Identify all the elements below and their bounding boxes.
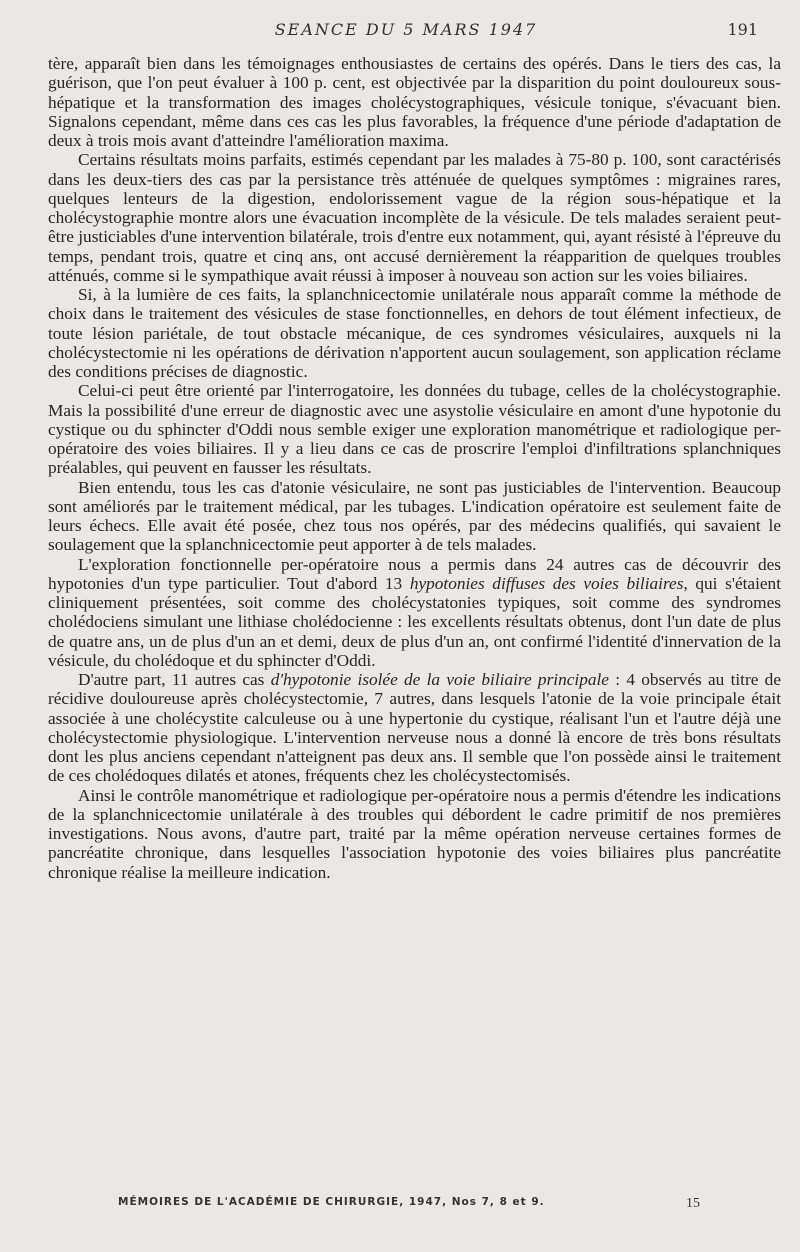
text-run: Celui-ci peut être orienté par l'interrogatoire, les données du tubage, celles de la cholécystographie. Mais la possibilité d'une erreur de diagnostic avec une asystolie vésiculaire en amont d'une hypotonie du cystique ou du sphincter d'Oddi nous semble exiger une exploration manométrique et radiologique per-opératoire des voies biliaires. Il y a lieu dans ce cas de proscrire l'emploi d'infiltrations splanchniques préalables, qui peuvent en fausser les résultats. [48, 381, 781, 478]
text-run: Bien entendu, tous les cas d'atonie vésiculaire, ne sont pas justiciables de l'intervention. Beaucoup sont améliorés par le traitement médical, par les tubages. L'indication opératoire est seulement faite de leurs échecs. Elle avait été posée, chez tous nos opérés, par des médecins qualifiés, qui savaient le soulagement que la splanchnicectomie peut apporter à de tels malades. [48, 477, 781, 555]
paragraph [48, 786, 781, 882]
paragraph [48, 670, 781, 786]
text-run: : 4 observés au titre de récidive douloureuse après cholécystectomie, 7 autres, dans lesquels l'atonie de la voie principale était associée à une cholécystite calculeuse ou à une hypertonie du cystique, réalisant l'un et l'autre déjà une cholécystectomie physiologique. L'intervention nerveuse nous a donné là encore de très bons résultats dont les plus anciens cependant n'atteignent pas deux ans. Il semble que l'on possède ainsi le traitement de ces cholédoques dilatés et atones, fréquents chez les cholécystectomisés. [48, 670, 781, 786]
text-run: Si, à la lumière de ces faits, la splanchnicectomie unilatérale nous apparaît comme la méthode de choix dans le traitement des vésicules de stase fonctionnelles, en dehors de tout élément infectieux, de toute lésion pariétale, de tout obstacle mécanique, de ces syndromes vésiculaires, auxquels ni la cholécystectomie ni les opérations de dérivation n'apportent aucun soulagement, son application réclame des conditions précises de diagnostic. [48, 285, 781, 381]
text-run: Certains résultats moins parfaits, estimés cependant par les malades à 75-80 p. 100, sont caractérisés dans les deux-tiers des cas par la persistance très atténuée de quelques symptômes : migraines rares, quelques lenteurs de la digestion, endolorissement vague de la région sous-hépatique et la cholécystographie montre alors une évacuation incomplète de la vésicule. De tels malades seraient peut-être justiciables d'une intervention bilatérale, trois d'entre eux notamment, qui, ayant résisté à l'épreuve du temps, pendant trois, quatre et cinq ans, ont accusé dernièrement la réapparition de quelques troubles atténués, comme si le sympathique avait réussi à imposer à nouveau son action sur les voies biliaires. [48, 150, 781, 285]
article-body [48, 54, 781, 882]
italic-term: hypotonies diffuses des voies biliaires [409, 573, 684, 593]
page-number: 191 [727, 20, 758, 39]
running-title: SEANCE DU 5 MARS 1947 [274, 20, 538, 39]
italic-term: d'hypotonie isolée de la voie biliaire principale [270, 670, 609, 689]
paragraph [48, 555, 781, 671]
signature-mark: 15 [686, 1196, 700, 1211]
paragraph [48, 54, 781, 150]
paragraph [48, 150, 781, 285]
journal-citation: MÉMOIRES DE L'ACADÉMIE DE CHIRURGIE, 1947, Nos 7, 8 et 9. [118, 1196, 545, 1208]
text-run: L'exploration fonctionnelle per-opératoire nous a permis dans 24 autres cas de découvrir des hypotonies d'un type particulier. Tout d'abord 13 [48, 554, 781, 593]
page-header [48, 20, 764, 46]
paragraph [48, 478, 781, 555]
page-footer [118, 1196, 700, 1216]
paragraph [48, 381, 781, 477]
text-run: tère, apparaît bien dans les témoignages enthousiastes de certains des opérés. Dans le tiers des cas, la guérison, que l'on peut évaluer à 100 p. cent, est objectivée par la disparition du point douloureux sous-hépatique et la transformation des images cholécystographiques, vésicule tonique, s'évacuant bien. Signalons cependant, même dans ces cas les plus favorables, la fréquence d'une période d'adaptation de deux à trois mois avant d'atteindre l'amélioration maxima. [48, 54, 781, 150]
paragraph [48, 285, 781, 381]
text-run: , qui s'étaient cliniquement présentées, soit comme des cholécystatonies typiques, soit comme des syndromes cholédociens simulant une lithiase cholédocienne : les excellents résultats obtenus, dont l'un date de plus de quatre ans, un de plus d'un an et demi, deux de plus d'un an, ont confirmé l'identité d'innervation de la vésicule, du cholédoque et du sphincter d'Oddi. [48, 573, 781, 670]
text-run: Ainsi le contrôle manométrique et radiologique per-opératoire nous a permis d'étendre les indications de la splanchnicectomie unilatérale à des troubles qui débordent le cadre primitif de nos premières investigations. Nous avons, d'autre part, traité par la même opération nerveuse certaines formes de pancréatite chronique, dans lesquelles l'association hypotonie des voies biliaires plus pancréatite chronique réalise la meilleure indication. [48, 785, 781, 882]
text-run: D'autre part, 11 autres cas [78, 670, 271, 689]
